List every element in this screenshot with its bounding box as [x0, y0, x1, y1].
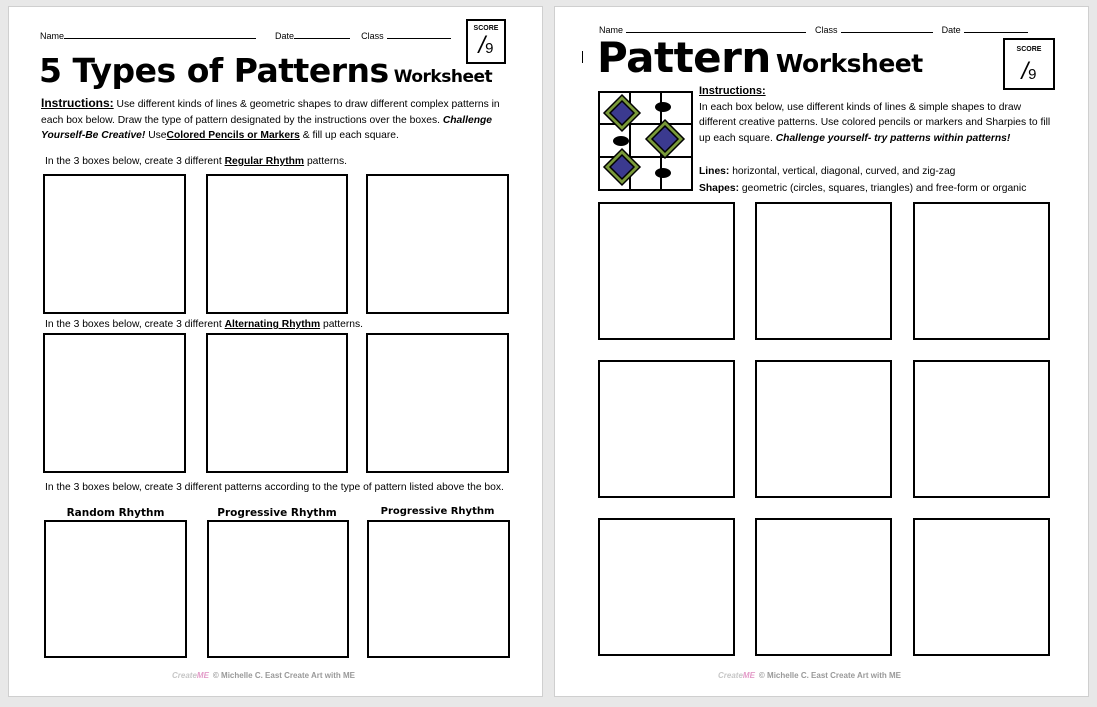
class-field[interactable]	[387, 30, 451, 39]
drawing-box-regular-1[interactable]	[43, 174, 186, 314]
date-field[interactable]	[964, 24, 1028, 33]
drawing-box-progressive-2[interactable]	[367, 520, 510, 658]
name-label: Name	[599, 25, 624, 35]
instructions-label: Instructions:	[699, 85, 766, 97]
class-label: Class	[815, 25, 838, 35]
instructions-label: Instructions:	[41, 96, 114, 110]
caption-progressive-rhythm-2: Progressive Rhythm	[380, 506, 495, 517]
row1-instruction: In the 3 boxes below, create 3 different Regular Rhythm patterns.	[45, 156, 348, 167]
row2-instruction: In the 3 boxes below, create 3 different Alternating Rhythm patterns.	[45, 319, 364, 330]
drawing-box-9[interactable]	[913, 518, 1050, 656]
score-value: /9	[478, 32, 494, 59]
title-main: Pattern	[597, 33, 771, 82]
page-title	[597, 33, 923, 82]
title-sub: Worksheet	[775, 49, 923, 78]
instructions: Instructions: Use different kinds of lines & geometric shapes to draw different complex patterns in each box below. Draw the type of pattern designated by the instructions over the boxes. Challenge Yourself-Be Creative! UseColored Pencils or Markers & fill up each square.	[41, 96, 500, 141]
score-label: SCORE	[1016, 46, 1042, 53]
caption-progressive-rhythm-1: Progressive Rhythm	[217, 507, 337, 519]
date-field[interactable]	[294, 30, 350, 39]
date-label: Date	[275, 31, 295, 41]
shapes-hint: Shapes: geometric (circles, squares, triangles) and free-form or organic	[699, 183, 1027, 194]
score-box	[1003, 38, 1055, 90]
name-label: Name	[40, 31, 65, 41]
title-main: 5 Types of Patterns	[39, 51, 389, 90]
score-value: /9	[1021, 58, 1037, 85]
copyright-text: © Michelle C. East Create Art with ME	[212, 671, 355, 680]
drawing-box-6[interactable]	[913, 360, 1050, 498]
drawing-box-1[interactable]	[598, 202, 735, 340]
instructions: Instructions: In each box below, use different kinds of lines & simple shapes to draw different creative patterns. Use colored pencils or markers and Sharpies to fill up each square. Challenge yourself- try patterns within patterns!	[699, 84, 1059, 146]
stained-glass-pattern-icon	[598, 91, 693, 191]
drawing-box-7[interactable]	[598, 518, 735, 656]
drawing-box-4[interactable]	[598, 360, 735, 498]
drawing-box-progressive-1[interactable]	[207, 520, 349, 658]
name-field[interactable]	[626, 24, 806, 33]
create-art-logo: CreateME	[718, 671, 755, 680]
class-label: Class	[361, 31, 384, 41]
caption-random-rhythm: Random Rhythm	[66, 507, 165, 519]
drawing-box-3[interactable]	[913, 202, 1050, 340]
drawing-box-alternating-1[interactable]	[43, 333, 186, 473]
drawing-box-5[interactable]	[755, 360, 892, 498]
drawing-box-alternating-3[interactable]	[366, 333, 509, 473]
drawing-box-2[interactable]	[755, 202, 892, 340]
drawing-box-8[interactable]	[755, 518, 892, 656]
footer	[172, 671, 355, 680]
worksheet-page-left	[8, 6, 543, 697]
class-field[interactable]	[841, 24, 933, 33]
score-label: SCORE	[473, 25, 499, 32]
title-sub: Worksheet	[393, 67, 493, 87]
drawing-box-regular-2[interactable]	[206, 174, 348, 314]
row3-instruction: In the 3 boxes below, create 3 different patterns according to the type of pattern listed above the box.	[45, 482, 504, 493]
drawing-box-random[interactable]	[44, 520, 187, 658]
footer	[718, 671, 901, 680]
text-cursor	[582, 51, 583, 63]
name-field[interactable]	[64, 30, 256, 39]
lines-hint: Lines: horizontal, vertical, diagonal, curved, and zig-zag	[699, 166, 956, 177]
page-title	[39, 51, 492, 90]
worksheet-page-right	[554, 6, 1089, 697]
copyright-text: © Michelle C. East Create Art with ME	[758, 671, 901, 680]
drawing-box-alternating-2[interactable]	[206, 333, 348, 473]
date-label: Date	[941, 25, 961, 35]
drawing-box-regular-3[interactable]	[366, 174, 509, 314]
create-art-logo: CreateME	[172, 671, 209, 680]
header-fields	[40, 30, 451, 41]
